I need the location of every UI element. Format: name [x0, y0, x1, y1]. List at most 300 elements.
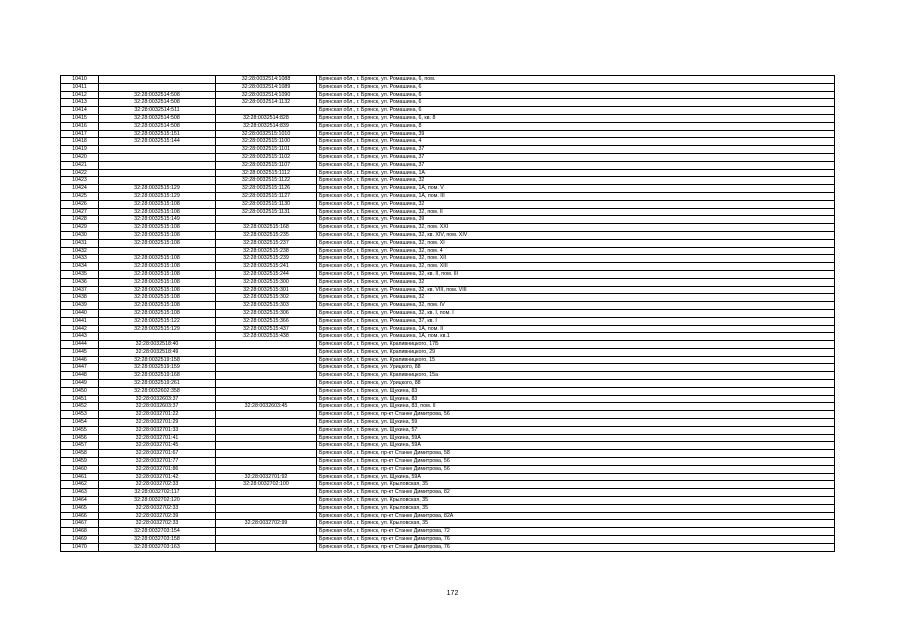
address-cell: Брянская обл., г. Брянск, ул. Ромашина, 6: [317, 83, 835, 91]
cadastral-number-cell: [216, 434, 317, 442]
parcel-number-cell: 32:28:0032703:163: [99, 543, 216, 551]
cadastral-number-cell: 32:28:0032515:1112: [216, 169, 317, 177]
row-number-cell: 10414: [61, 107, 99, 115]
parcel-number-cell: 32:28:0032702:33: [99, 481, 216, 489]
table-row: [61, 200, 835, 208]
row-number-cell: 10470: [61, 543, 99, 551]
parcel-number-cell: 32:28:0032603:37: [99, 395, 216, 403]
table-row: [61, 286, 835, 294]
row-number-cell: 10452: [61, 403, 99, 411]
table-row: [61, 325, 835, 333]
table-row: [61, 255, 835, 263]
row-number-cell: 10415: [61, 114, 99, 122]
address-cell: Брянская обл., г. Брянск, пр-кт Станке Димитрова, 82: [317, 489, 835, 497]
table-row: [61, 465, 835, 473]
cadastral-number-cell: [216, 411, 317, 419]
table-row: [61, 177, 835, 185]
address-cell: Брянская обл., г. Брянск, ул. Ромашина, 32, кв. VIII, пом. VIII: [317, 286, 835, 294]
row-number-cell: 10444: [61, 341, 99, 349]
parcel-number-cell: [99, 247, 216, 255]
parcel-number-cell: 32:28:0032515:108: [99, 309, 216, 317]
address-cell: Брянская обл., г. Брянск, ул. Ромашина, 37: [317, 161, 835, 169]
parcel-number-cell: 32:28:0032515:108: [99, 200, 216, 208]
address-cell: Брянская обл., г. Брянск, пр-кт Станке Димитрова, 76: [317, 536, 835, 544]
table-row: [61, 185, 835, 193]
address-cell: Брянская обл., г. Брянск, ул. Ромашина, 4: [317, 138, 835, 146]
row-number-cell: 10468: [61, 528, 99, 536]
address-cell: Брянская обл., г. Брянск, ул. Крыловская, 35: [317, 481, 835, 489]
parcel-number-cell: 32:28:0032701:29: [99, 419, 216, 427]
parcel-number-cell: 32:28:0032515:108: [99, 286, 216, 294]
cadastral-number-cell: 32:28:0032701:92: [216, 473, 317, 481]
parcel-number-cell: 32:28:0032701:42: [99, 473, 216, 481]
table-row: [61, 364, 835, 372]
address-cell: Брянская обл., г. Брянск, пр-кт Станке Димитрова, 82А: [317, 512, 835, 520]
row-number-cell: 10434: [61, 263, 99, 271]
parcel-number-cell: [99, 169, 216, 177]
address-cell: Брянская обл., г. Брянск, ул. Урицкого, 88: [317, 364, 835, 372]
parcel-number-cell: [99, 177, 216, 185]
cadastral-number-cell: 32:28:0032515:300: [216, 278, 317, 286]
address-cell: Брянская обл., г. Брянск, ул. Щукина, 83: [317, 395, 835, 403]
address-cell: Брянская обл., г. Брянск, пр-кт Станке Димитрова, 58: [317, 450, 835, 458]
address-cell: Брянская обл., г. Брянск, ул. Ромашина, 1А, пом. II: [317, 325, 835, 333]
cadastral-number-cell: 32:28:0032515:235: [216, 231, 317, 239]
cadastral-number-cell: 32:28:0032515:1122: [216, 177, 317, 185]
cadastral-number-cell: [216, 348, 317, 356]
address-cell: Брянская обл., г. Брянск, ул. Ромашина, 6: [317, 91, 835, 99]
row-number-cell: 10463: [61, 489, 99, 497]
row-number-cell: 10430: [61, 231, 99, 239]
row-number-cell: 10433: [61, 255, 99, 263]
table-row: [61, 263, 835, 271]
address-cell: Брянская обл., г. Брянск, ул. Ромашина, 1А: [317, 169, 835, 177]
address-cell: Брянская обл., г. Брянск, ул. Ромашина, 6, кв. 8: [317, 114, 835, 122]
table-row: [61, 434, 835, 442]
row-number-cell: 10464: [61, 497, 99, 505]
cadastral-number-cell: 32:28:0032515:1126: [216, 185, 317, 193]
parcel-number-cell: 32:28:0032702:120: [99, 497, 216, 505]
table-row: [61, 208, 835, 216]
table-row: [61, 122, 835, 130]
table-row: [61, 247, 835, 255]
address-cell: Брянская обл., г. Брянск, ул. Ромашина, 6: [317, 99, 835, 107]
row-number-cell: 10450: [61, 387, 99, 395]
parcel-number-cell: 32:28:0032701:22: [99, 411, 216, 419]
table-row: [61, 239, 835, 247]
address-cell: Брянская обл., г. Брянск, ул. Крыловская, 35: [317, 497, 835, 505]
parcel-number-cell: 32:28:0032515:108: [99, 270, 216, 278]
address-cell: Брянская обл., г. Брянск, ул. Ромашина, 32, пом. XII: [317, 255, 835, 263]
table-row: [61, 458, 835, 466]
cadastral-number-cell: 32:28:0032515:1102: [216, 153, 317, 161]
row-number-cell: 10413: [61, 99, 99, 107]
row-number-cell: 10420: [61, 153, 99, 161]
table-row: [61, 333, 835, 341]
parcel-number-cell: 32:28:0032514:508: [99, 99, 216, 107]
row-number-cell: 10454: [61, 419, 99, 427]
cadastral-number-cell: 32:28:0032515:239: [216, 255, 317, 263]
cadastral-number-cell: [216, 512, 317, 520]
cadastral-number-cell: 32:28:0032515:1101: [216, 146, 317, 154]
row-number-cell: 10449: [61, 380, 99, 388]
parcel-number-cell: 32:28:0032702:39: [99, 512, 216, 520]
row-number-cell: 10429: [61, 224, 99, 232]
row-number-cell: 10458: [61, 450, 99, 458]
table-row: [61, 426, 835, 434]
cadastral-registry-table: [60, 75, 835, 552]
row-number-cell: 10440: [61, 309, 99, 317]
address-cell: Брянская обл., г. Брянск, пр-кт Станке Димитрова, 72: [317, 528, 835, 536]
parcel-number-cell: 32:28:0032514:508: [99, 114, 216, 122]
table-row: [61, 224, 835, 232]
cadastral-number-cell: [216, 216, 317, 224]
row-number-cell: 10446: [61, 356, 99, 364]
cadastral-number-cell: [216, 536, 317, 544]
cadastral-number-cell: [216, 341, 317, 349]
cadastral-number-cell: 32:28:0032514:828: [216, 114, 317, 122]
table-row: [61, 372, 835, 380]
table-row: [61, 278, 835, 286]
row-number-cell: 10424: [61, 185, 99, 193]
cadastral-number-cell: [216, 458, 317, 466]
parcel-number-cell: 32:28:0032702:117: [99, 489, 216, 497]
address-cell: Брянская обл., г. Брянск, пр-кт Станке Димитрова, 56: [317, 411, 835, 419]
parcel-number-cell: 32:28:0032701:41: [99, 434, 216, 442]
table-row: [61, 387, 835, 395]
parcel-number-cell: 32:28:0032702:33: [99, 504, 216, 512]
cadastral-number-cell: 32:28:0032603:45: [216, 403, 317, 411]
address-cell: Брянская обл., г. Брянск, ул. Ромашина, 32, пом. XIII: [317, 263, 835, 271]
table-row: [61, 504, 835, 512]
address-cell: Брянская обл., г. Брянск, ул. Ромашина, 32: [317, 294, 835, 302]
table-row: [61, 192, 835, 200]
parcel-number-cell: 32:28:0032515:108: [99, 294, 216, 302]
address-cell: Брянская обл., г. Брянск, ул. Ромашина, 6, пом.: [317, 76, 835, 84]
table-row: [61, 528, 835, 536]
table-row: [61, 543, 835, 551]
cadastral-number-cell: [216, 450, 317, 458]
cadastral-number-cell: [216, 497, 317, 505]
address-cell: Брянская обл., г. Брянск, ул. Ромашина, 32, пом. IV: [317, 302, 835, 310]
address-cell: Брянская обл., г. Брянск, пр-кт Станке Димитрова, 76: [317, 543, 835, 551]
parcel-number-cell: [99, 76, 216, 84]
cadastral-number-cell: [216, 107, 317, 115]
cadastral-number-cell: 32:28:0032514:1090: [216, 91, 317, 99]
address-cell: Брянская обл., г. Брянск, ул. Ромашина, 32, кв. II, пом. III: [317, 270, 835, 278]
row-number-cell: 10410: [61, 76, 99, 84]
parcel-number-cell: [99, 153, 216, 161]
parcel-number-cell: 32:28:0032515:108: [99, 263, 216, 271]
parcel-number-cell: 32:28:0032701:67: [99, 450, 216, 458]
row-number-cell: 10462: [61, 481, 99, 489]
address-cell: Брянская обл., г. Брянск, ул. Крапивницкого, 15: [317, 356, 835, 364]
row-number-cell: 10455: [61, 426, 99, 434]
row-number-cell: 10428: [61, 216, 99, 224]
row-number-cell: 10426: [61, 200, 99, 208]
table-row: [61, 520, 835, 528]
table-row: [61, 497, 835, 505]
table-row: [61, 146, 835, 154]
parcel-number-cell: 32:28:0032515:129: [99, 192, 216, 200]
address-cell: Брянская обл., г. Брянск, ул. Крапивницкого, 29: [317, 348, 835, 356]
registry-table-body: [61, 76, 835, 552]
address-cell: Брянская обл., г. Брянск, ул. Ромашина, 32, кв. XIV, пом. XIV: [317, 231, 835, 239]
parcel-number-cell: 32:28:0032515:149: [99, 216, 216, 224]
table-row: [61, 348, 835, 356]
table-row: [61, 309, 835, 317]
row-number-cell: 10457: [61, 442, 99, 450]
parcel-number-cell: 32:28:0032514:508: [99, 122, 216, 130]
cadastral-number-cell: 32:28:0032515:438: [216, 333, 317, 341]
address-cell: Брянская обл., г. Брянск, ул. Щукина, 83, пом. II: [317, 403, 835, 411]
address-cell: Брянская обл., г. Брянск, ул. Щукина, 59: [317, 419, 835, 427]
table-row: [61, 403, 835, 411]
parcel-number-cell: 32:28:0032515:122: [99, 317, 216, 325]
table-row: [61, 473, 835, 481]
table-row: [61, 411, 835, 419]
cadastral-number-cell: 32:28:0032515:1100: [216, 138, 317, 146]
row-number-cell: 10466: [61, 512, 99, 520]
row-number-cell: 10465: [61, 504, 99, 512]
table-row: [61, 270, 835, 278]
row-number-cell: 10416: [61, 122, 99, 130]
row-number-cell: 10448: [61, 372, 99, 380]
row-number-cell: 10437: [61, 286, 99, 294]
table-row: [61, 341, 835, 349]
cadastral-number-cell: 32:28:0032515:1131: [216, 208, 317, 216]
parcel-number-cell: 32:28:0032515:108: [99, 231, 216, 239]
parcel-number-cell: 32:28:0032515:144: [99, 138, 216, 146]
cadastral-number-cell: [216, 380, 317, 388]
address-cell: Брянская обл., г. Брянск, ул. Ромашина, 32, пом. 4: [317, 247, 835, 255]
row-number-cell: 10438: [61, 294, 99, 302]
table-row: [61, 395, 835, 403]
cadastral-number-cell: 32:28:0032515:244: [216, 270, 317, 278]
table-row: [61, 489, 835, 497]
table-row: [61, 76, 835, 84]
parcel-number-cell: 32:28:0032515:151: [99, 130, 216, 138]
row-number-cell: 10436: [61, 278, 99, 286]
cadastral-number-cell: [216, 528, 317, 536]
parcel-number-cell: 32:28:0032514:511: [99, 107, 216, 115]
row-number-cell: 10439: [61, 302, 99, 310]
row-number-cell: 10460: [61, 465, 99, 473]
address-cell: Брянская обл., г. Брянск, ул. Ромашина, 6: [317, 107, 835, 115]
cadastral-number-cell: [216, 504, 317, 512]
table-row: [61, 356, 835, 364]
cadastral-number-cell: 32:28:0032515:366: [216, 317, 317, 325]
cadastral-number-cell: [216, 489, 317, 497]
parcel-number-cell: 32:28:0032701:86: [99, 465, 216, 473]
row-number-cell: 10417: [61, 130, 99, 138]
row-number-cell: 10459: [61, 458, 99, 466]
row-number-cell: 10423: [61, 177, 99, 185]
table-row: [61, 99, 835, 107]
address-cell: Брянская обл., г. Брянск, ул. Урицкого, 88: [317, 380, 835, 388]
table-row: [61, 114, 835, 122]
address-cell: Брянская обл., г. Брянск, ул. Ромашина, 37: [317, 153, 835, 161]
parcel-number-cell: 32:28:0032701:33: [99, 426, 216, 434]
address-cell: Брянская обл., г. Брянск, ул. Ромашина, 37: [317, 146, 835, 154]
cadastral-number-cell: 32:28:0032515:301: [216, 286, 317, 294]
cadastral-number-cell: [216, 372, 317, 380]
table-row: [61, 294, 835, 302]
row-number-cell: 10421: [61, 161, 99, 169]
address-cell: Брянская обл., г. Брянск, ул. Ромашина, 32: [317, 200, 835, 208]
cadastral-number-cell: 32:28:0032515:1130: [216, 200, 317, 208]
cadastral-number-cell: 32:28:0032515:1010: [216, 130, 317, 138]
address-cell: Брянская обл., г. Брянск, ул. Ромашина, 39: [317, 130, 835, 138]
address-cell: Брянская обл., г. Брянск, ул. Щукина, 59А: [317, 473, 835, 481]
cadastral-number-cell: 32:28:0032515:238: [216, 247, 317, 255]
row-number-cell: 10451: [61, 395, 99, 403]
row-number-cell: 10442: [61, 325, 99, 333]
parcel-number-cell: 32:28:0032519:261: [99, 380, 216, 388]
table-row: [61, 481, 835, 489]
parcel-number-cell: [99, 146, 216, 154]
address-cell: Брянская обл., г. Брянск, ул. Ромашина, 39: [317, 216, 835, 224]
cadastral-number-cell: [216, 419, 317, 427]
address-cell: Брянская обл., г. Брянск, ул. Ромашина, 8: [317, 122, 835, 130]
table-row: [61, 83, 835, 91]
address-cell: Брянская обл., г. Брянск, ул. Ромашина, 32, пом. XI: [317, 239, 835, 247]
row-number-cell: 10467: [61, 520, 99, 528]
row-number-cell: 10411: [61, 83, 99, 91]
address-cell: Брянская обл., г. Брянск, ул. Щукина, 59А: [317, 442, 835, 450]
page-number: 172: [446, 590, 459, 597]
row-number-cell: 10431: [61, 239, 99, 247]
cadastral-number-cell: [216, 356, 317, 364]
address-cell: Брянская обл., г. Брянск, ул. Ромашина, 32, кв. I, пом. I: [317, 309, 835, 317]
row-number-cell: 10418: [61, 138, 99, 146]
table-row: [61, 161, 835, 169]
cadastral-number-cell: 32:28:0032515:306: [216, 309, 317, 317]
address-cell: Брянская обл., г. Брянск, пр-кт Станке Димитрова, 56: [317, 465, 835, 473]
table-row: [61, 442, 835, 450]
address-cell: Брянская обл., г. Брянск, ул. Ромашина, 32, пом. XXI: [317, 224, 835, 232]
parcel-number-cell: [99, 333, 216, 341]
parcel-number-cell: 32:28:0032515:108: [99, 255, 216, 263]
parcel-number-cell: 32:28:0032515:129: [99, 325, 216, 333]
parcel-number-cell: 32:28:0032518:40: [99, 341, 216, 349]
table-row: [61, 107, 835, 115]
cadastral-number-cell: [216, 543, 317, 551]
table-row: [61, 169, 835, 177]
cadastral-number-cell: 32:28:0032514:1132: [216, 99, 317, 107]
parcel-number-cell: 32:28:0032703:154: [99, 528, 216, 536]
address-cell: Брянская обл., г. Брянск, ул. Щукина, 57: [317, 426, 835, 434]
cadastral-number-cell: [216, 364, 317, 372]
row-number-cell: 10461: [61, 473, 99, 481]
row-number-cell: 10425: [61, 192, 99, 200]
cadastral-number-cell: [216, 395, 317, 403]
cadastral-number-cell: [216, 465, 317, 473]
row-number-cell: 10443: [61, 333, 99, 341]
cadastral-number-cell: 32:28:0032515:437: [216, 325, 317, 333]
address-cell: Брянская обл., г. Брянск, ул. Щукина, 59А: [317, 434, 835, 442]
address-cell: Брянская обл., г. Брянск, ул. Ромашина, 32: [317, 278, 835, 286]
parcel-number-cell: 32:28:0032602:358: [99, 387, 216, 395]
parcel-number-cell: 32:28:0032515:108: [99, 302, 216, 310]
cadastral-number-cell: 32:28:0032514:839: [216, 122, 317, 130]
table-row: [61, 302, 835, 310]
row-number-cell: 10419: [61, 146, 99, 154]
address-cell: Брянская обл., г. Брянск, ул. Крыловская, 35: [317, 520, 835, 528]
cadastral-number-cell: [216, 426, 317, 434]
parcel-number-cell: 32:28:0032701:77: [99, 458, 216, 466]
cadastral-number-cell: 32:28:0032702:100: [216, 481, 317, 489]
row-number-cell: 10427: [61, 208, 99, 216]
cadastral-number-cell: [216, 387, 317, 395]
cadastral-number-cell: 32:28:0032515:1107: [216, 161, 317, 169]
address-cell: Брянская обл., г. Брянск, ул. Крыловская, 35: [317, 504, 835, 512]
row-number-cell: 10445: [61, 348, 99, 356]
address-cell: Брянская обл., г. Брянск, ул. Ромашина, 37, кв. I: [317, 317, 835, 325]
row-number-cell: 10447: [61, 364, 99, 372]
table-row: [61, 536, 835, 544]
table-row: [61, 216, 835, 224]
table-row: [61, 450, 835, 458]
row-number-cell: 10456: [61, 434, 99, 442]
parcel-number-cell: 32:28:0032702:33: [99, 520, 216, 528]
address-cell: Брянская обл., г. Брянск, ул. Ромашина, 1А, пом. V: [317, 185, 835, 193]
row-number-cell: 10432: [61, 247, 99, 255]
row-number-cell: 10435: [61, 270, 99, 278]
parcel-number-cell: 32:28:0032519:159: [99, 364, 216, 372]
parcel-number-cell: [99, 161, 216, 169]
parcel-number-cell: 32:28:0032515:108: [99, 239, 216, 247]
row-number-cell: 10469: [61, 536, 99, 544]
cadastral-number-cell: [216, 442, 317, 450]
row-number-cell: 10412: [61, 91, 99, 99]
address-cell: Брянская обл., г. Брянск, пр-кт Станке Димитрова, 56: [317, 458, 835, 466]
address-cell: Брянская обл., г. Брянск, ул. Ромашина, 32: [317, 177, 835, 185]
parcel-number-cell: 32:28:0032515:108: [99, 278, 216, 286]
table-row: [61, 130, 835, 138]
table-row: [61, 380, 835, 388]
cadastral-number-cell: 32:28:0032515:241: [216, 263, 317, 271]
cadastral-number-cell: 32:28:0032514:1088: [216, 76, 317, 84]
table-row: [61, 231, 835, 239]
cadastral-number-cell: 32:28:0032702:99: [216, 520, 317, 528]
table-row: [61, 419, 835, 427]
row-number-cell: 10441: [61, 317, 99, 325]
address-cell: Брянская обл., г. Брянск, ул. Крапивницкого, 17Б: [317, 341, 835, 349]
parcel-number-cell: 32:28:0032703:158: [99, 536, 216, 544]
address-cell: Брянская обл., г. Брянск, ул. Ромашина, 1А, пом. III: [317, 192, 835, 200]
cadastral-number-cell: 32:28:0032515:303: [216, 302, 317, 310]
row-number-cell: 10453: [61, 411, 99, 419]
cadastral-number-cell: 32:28:0032515:1127: [216, 192, 317, 200]
cadastral-number-cell: 32:28:0032515:302: [216, 294, 317, 302]
parcel-number-cell: [99, 83, 216, 91]
parcel-number-cell: 32:28:0032515:129: [99, 185, 216, 193]
table-row: [61, 138, 835, 146]
parcel-number-cell: 32:28:0032603:37: [99, 403, 216, 411]
parcel-number-cell: 32:28:0032519:168: [99, 372, 216, 380]
table-row: [61, 91, 835, 99]
address-cell: Брянская обл., г. Брянск, ул. Ромашина, 32, пом. II: [317, 208, 835, 216]
parcel-number-cell: 32:28:0032515:108: [99, 208, 216, 216]
address-cell: Брянская обл., г. Брянск, ул. Ромашина, 1А, пом. кв.1: [317, 333, 835, 341]
parcel-number-cell: 32:28:0032515:108: [99, 224, 216, 232]
parcel-number-cell: 32:28:0032518:49: [99, 348, 216, 356]
cadastral-number-cell: 32:28:0032514:1089: [216, 83, 317, 91]
table-row: [61, 317, 835, 325]
address-cell: Брянская обл., г. Брянск, ул. Щукина, 83: [317, 387, 835, 395]
parcel-number-cell: 32:28:0032519:158: [99, 356, 216, 364]
